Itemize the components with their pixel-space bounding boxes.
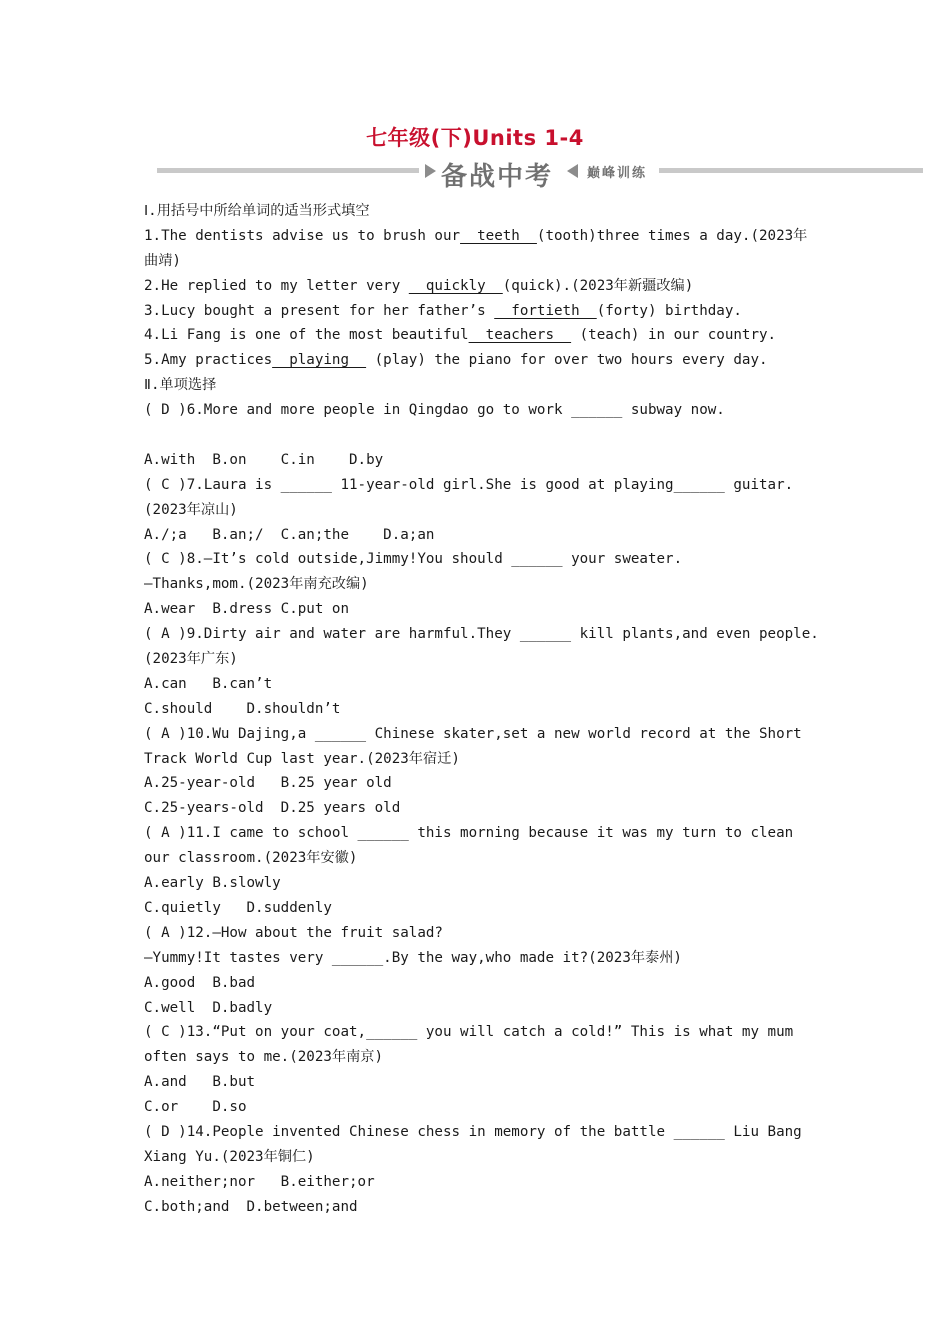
text-line — [144, 473, 812, 498]
line-text: (2023年广东) — [144, 651, 238, 668]
text-line — [144, 1145, 812, 1170]
line-text: Ⅱ.单项选择 — [144, 377, 217, 394]
line-text: C.should D.shouldn’t — [144, 700, 341, 717]
text-line — [144, 821, 812, 846]
text-line — [144, 647, 812, 672]
answer-blank: fortieth — [494, 302, 597, 319]
line-text: ( D )6.More and more people in Qingdao go to work ______ subway now. — [144, 402, 725, 419]
left-arrow-icon — [567, 164, 578, 178]
text-line — [144, 1195, 812, 1220]
line-text: A.and B.but — [144, 1074, 256, 1091]
text-line — [144, 722, 812, 747]
line-text: A.can B.can’t — [144, 675, 273, 692]
text-line — [144, 498, 812, 523]
line-text: C.25-years-old D.25 years old — [144, 800, 401, 817]
line-text: 3.Lucy bought a present for her father’s — [144, 302, 495, 319]
line-text: A.wear B.dress C.put on — [144, 601, 349, 618]
answer-blank: teeth — [460, 227, 537, 244]
line-text: (quick).(2023年新疆改编) — [502, 277, 694, 294]
line-text: C.both;and D.between;and — [144, 1198, 358, 1215]
line-text: (tooth)three times a day.(2023年 — [536, 227, 808, 244]
answer-blank: teachers — [468, 327, 572, 344]
text-line — [144, 971, 812, 996]
line-text: A.neither;nor B.either;or — [144, 1173, 375, 1190]
text-line — [144, 523, 812, 548]
text-line — [144, 572, 812, 597]
page-title: 七年级(下)Units 1-4 — [366, 126, 584, 150]
line-text: (forty) birthday. — [596, 302, 742, 319]
text-line — [144, 547, 812, 572]
line-text: ( A )11.I came to school ______ this morning because it was my turn to clean — [144, 825, 794, 842]
banner-right-bar — [659, 168, 923, 173]
line-text: ( C )13.“Put on your coat,______ you will catch a cold!” This is what my mum — [144, 1024, 794, 1041]
line-text: (play) the piano for over two hours every day. — [366, 352, 768, 369]
line-text: A.with B.on C.in D.by — [144, 451, 384, 468]
text-line — [144, 1170, 812, 1195]
text-line — [144, 1020, 812, 1045]
text-line — [144, 224, 812, 249]
text-line — [144, 996, 812, 1021]
text-line — [144, 299, 812, 324]
line-text: ( A )10.Wu Dajing,a ______ Chinese skater,set a new world record at the Short — [144, 725, 802, 742]
blank-line — [144, 423, 812, 448]
line-text: Ⅰ.用括号中所给单词的适当形式填空 — [144, 203, 370, 219]
line-text: 5.Amy practices — [144, 352, 273, 369]
text-line — [144, 672, 812, 697]
banner-subtitle: 巅峰训练 — [587, 166, 648, 181]
exercise-content — [144, 199, 819, 1220]
text-line — [144, 921, 812, 946]
line-text: ( D )14.People invented Chinese chess in memory of the battle ______ Liu Bang — [144, 1123, 802, 1140]
line-text: 2.He replied to my letter very — [144, 277, 409, 294]
text-line — [144, 373, 812, 398]
banner-title: 备战中考 — [441, 162, 554, 192]
line-text: Xiang Yu.(2023年铜仁) — [144, 1148, 315, 1165]
line-text: (teach) in our country. — [571, 327, 777, 344]
text-line — [144, 1045, 812, 1070]
text-line — [144, 946, 812, 971]
banner-left-bar — [157, 168, 419, 173]
text-line — [144, 871, 812, 896]
line-text: often says to me.(2023年南京) — [144, 1049, 384, 1066]
line-text: A.early B.slowly — [144, 875, 281, 892]
line-text: A.good B.bad — [144, 974, 256, 991]
line-text: (2023年凉山) — [144, 501, 238, 518]
line-text: 1.The dentists advise us to brush our — [144, 227, 461, 244]
text-line — [144, 747, 812, 772]
text-line — [144, 622, 819, 647]
text-line — [144, 1120, 812, 1145]
text-line — [144, 697, 812, 722]
line-text: ( C )8.—It’s cold outside,Jimmy!You should ______ your sweater. — [144, 551, 683, 568]
text-line — [144, 846, 812, 871]
line-text: ( C )7.Laura is ______ 11-year-old girl.She is good at playing______ guitar. — [144, 476, 794, 493]
text-line — [144, 398, 812, 423]
line-text: C.quietly D.suddenly — [144, 899, 332, 916]
right-arrow-icon — [425, 164, 436, 178]
text-line — [144, 323, 812, 348]
line-text: —Yummy!It tastes very ______.By the way,who made it?(2023年泰州) — [144, 949, 682, 966]
text-line — [144, 896, 812, 921]
line-text: ( A )12.—How about the fruit salad? — [144, 924, 443, 941]
section-banner — [157, 158, 923, 192]
text-line — [144, 597, 812, 622]
text-line — [144, 1070, 812, 1095]
text-line — [144, 348, 812, 373]
text-line — [144, 796, 812, 821]
line-text: 曲靖) — [144, 252, 181, 269]
line-text: 4.Li Fang is one of the most beautiful — [144, 327, 469, 344]
line-text: A./;a B.an;/ C.an;the D.a;an — [144, 526, 435, 543]
line-text: C.or D.so — [144, 1099, 247, 1116]
line-text: ( A )9.Dirty air and water are harmful.They ______ kill plants,and even people. — [144, 626, 819, 643]
line-text: C.well D.badly — [144, 999, 273, 1016]
line-text: Track World Cup last year.(2023年宿迁) — [144, 750, 460, 767]
line-text: our classroom.(2023年安徽) — [144, 850, 358, 867]
text-line — [144, 1095, 812, 1120]
line-text: —Thanks,mom.(2023年南充改编) — [144, 576, 369, 593]
text-line — [144, 448, 812, 473]
answer-blank: playing — [272, 352, 367, 369]
text-line — [144, 771, 812, 796]
line-text: A.25-year-old B.25 year old — [144, 775, 392, 792]
answer-blank: quickly — [408, 277, 503, 294]
text-line — [144, 249, 812, 274]
text-line — [144, 199, 812, 224]
text-line — [144, 274, 812, 299]
